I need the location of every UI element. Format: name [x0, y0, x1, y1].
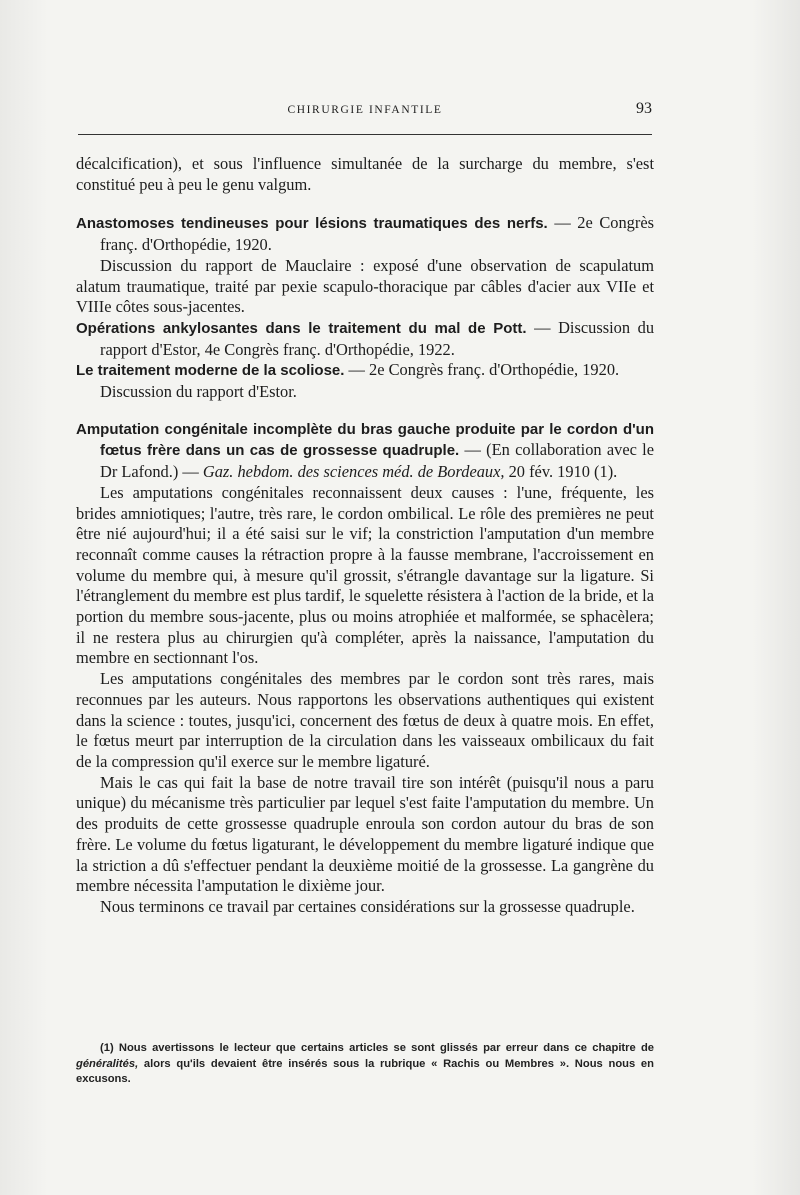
entry-paragraph: Les amputations congénitales reconnaissent deux causes : l'une, fréquente, les brides amniotiques; l'autre, très rare, le cordon ombilical. Le rôle des premières ne peut être nié aujourd'hui; il a été saisi sur le vif; la constriction l'amputation d'un membre reconnaît comme causes la rétraction propre à la fausse membrane, l'accroissement en volume du membre qui, à mesure qu'il grossit, s'étrangle davantage sur la ligature. Si l'étranglement du membre est plus tardif, le squelette résistera à l'action de la bride, et la portion du membre sous-jacente, plus ou moins atrophiée et malformée, se sphacèlera; il ne restera plus au chirurgien qu'à compléter, après la naissance, l'amputation du membre en sectionnant l'os.	[76, 482, 654, 668]
entry-title: Amputation congénitale incomplète du bras gauche produite par le cordon d'un fœtus frère dans un cas de grossesse quadruple.	[76, 420, 654, 460]
footnote-italic: généralités,	[76, 1057, 139, 1070]
bibliography-entry	[76, 318, 654, 360]
footnote-marker: (1)	[100, 1042, 114, 1054]
entry-reference: — 2e Congrès franç. d'Orthopédie, 1920.	[344, 360, 620, 380]
entry-title: Le traitement moderne de la scoliose.	[76, 362, 345, 380]
entry-paragraph: Mais le cas qui fait la base de notre travail tire son intérêt (puisqu'il nous a paru unique) du mécanisme très particulier par lequel s'est faite l'amputation du membre. Un des produits de cette grossesse quadruple enroula son cordon autour du bras de son frère. Le volume du fœtus ligaturant, le développement du membre ligaturé indique que la striction a dû s'effectuer pendant la deuxième moitié de la grossesse. La gangrène du membre nécessita l'amputation le dixième jour.	[76, 772, 654, 896]
running-title: CHIRURGIE INFANTILE	[287, 104, 443, 116]
entry-title: Anastomoses tendineuses pour lésions traumatiques des nerfs.	[76, 215, 548, 233]
entry-date: 20 fév. 1910 (1).	[504, 462, 618, 482]
footnote-text: Nous avertissons le lecteur que certains articles se sont glissés par erreur dans ce chapitre de	[113, 1042, 654, 1054]
opening-paragraph: décalcification), et sous l'influence simultanée de la surcharge du membre, s'est constitué peu à peu le genu valgum.	[76, 154, 654, 194]
entry-paragraph: Discussion du rapport de Mauclaire : exposé d'une observation de scapulatum alatum traumatique, traité par pexie scapulo-thoracique par câbles d'acier aux VIIe et VIIIe côtes sous-jacentes.	[76, 255, 654, 317]
entry-paragraph: Discussion du rapport d'Estor.	[100, 382, 297, 402]
bibliography-entry	[76, 213, 654, 255]
bibliography-entry	[76, 419, 654, 483]
entry-title: Opérations ankylosantes dans le traitement du mal de Pott.	[76, 319, 527, 337]
entry-reference: — 2e Congrès franç. d'Orthopédie, 1920.	[100, 213, 654, 255]
bibliography-entry	[76, 360, 654, 382]
entry-paragraph: Nous terminons ce travail par certaines considérations sur la grossesse quadruple.	[100, 896, 635, 916]
footnote-text-end: alors qu'ils devaient être insérés sous la rubrique « Rachis ou Membres ». Nous nous en excusons.	[76, 1057, 654, 1085]
entry-reference: — Discussion du rapport d'Estor, 4e Congrès franç. d'Orthopédie, 1922.	[100, 317, 655, 359]
entry-reference: — (En collaboration avec le Dr Lafond.) —	[100, 440, 654, 482]
running-head	[78, 100, 652, 122]
header-rule	[78, 134, 652, 135]
entry-paragraph: Les amputations congénitales des membres par le cordon sont très rares, mais reconnues par les auteurs. Nous rapportons les observations authentiques qui existent dans la science : toutes, jusqu'ici, concernent des fœtus de deux à quatre mois. En effet, le fœtus meurt par interruption de la circulation dans les vaisseaux ombilicaux du fait de la compression qu'il exerce sur le membre ligaturé.	[76, 669, 654, 771]
journal-title: Gaz. hebdom. des sciences méd. de Bordeaux,	[202, 462, 505, 482]
page-body	[76, 154, 654, 918]
page-number: 93	[636, 100, 652, 117]
footnote	[76, 1041, 654, 1088]
